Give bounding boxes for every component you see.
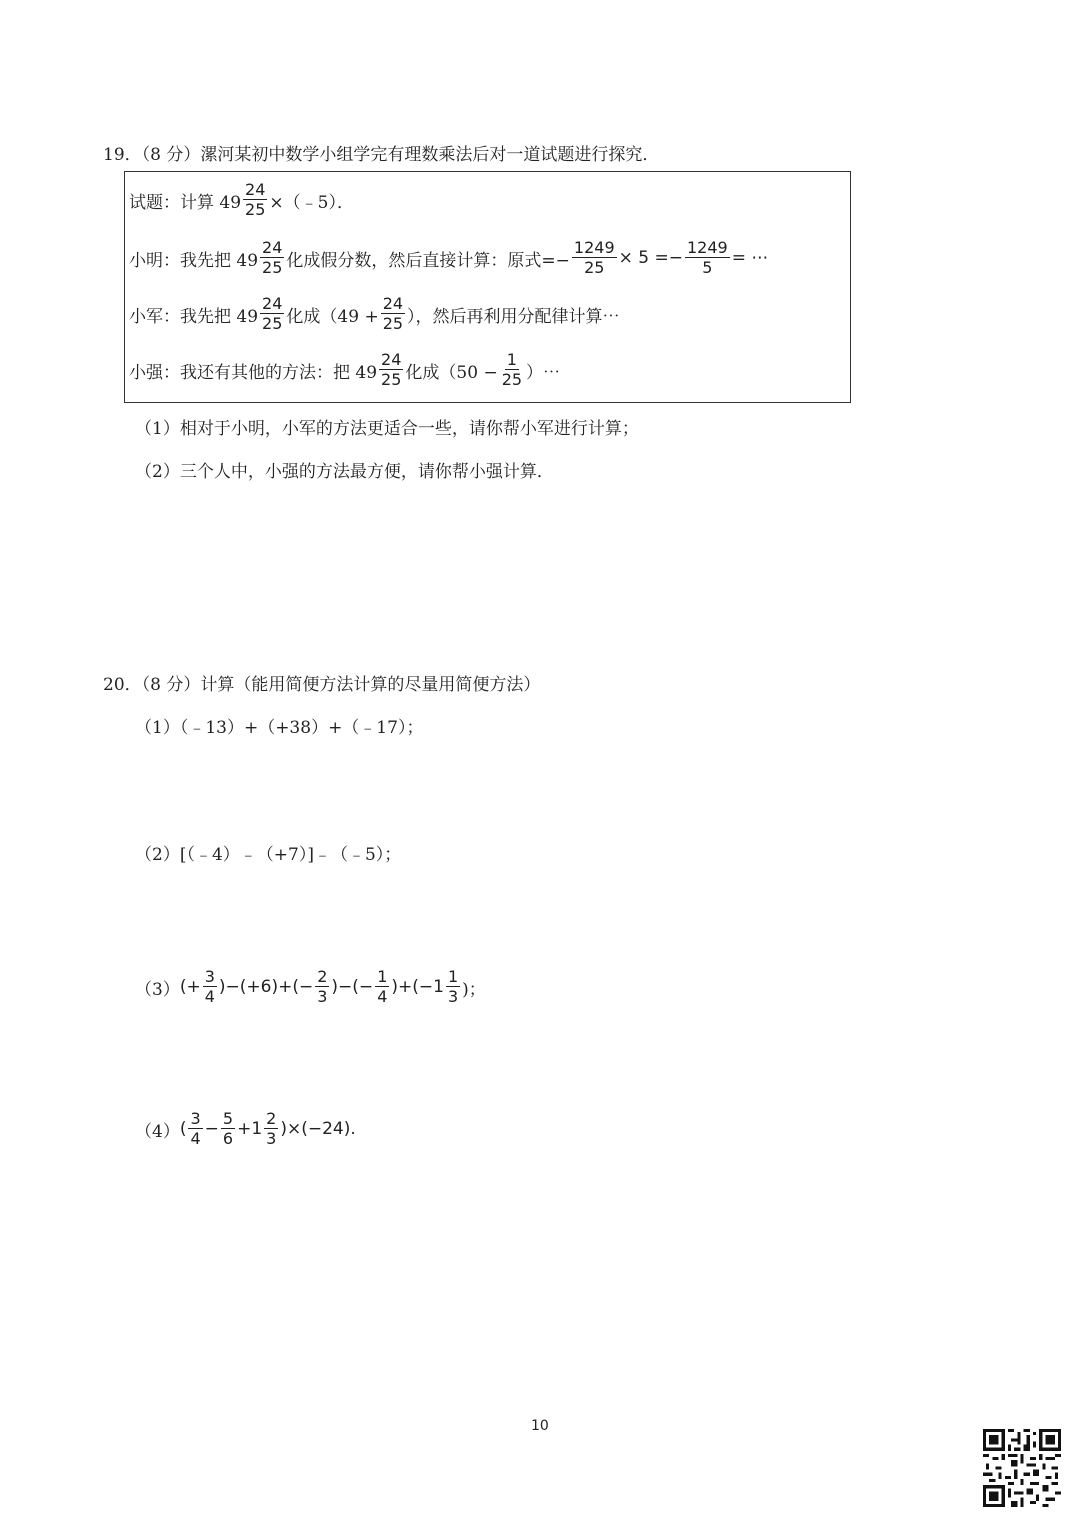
q19-part2: （2）三个人中，小强的方法最方便，请你帮小强计算． <box>135 462 554 482</box>
xiaoming-end: = ⋯ <box>731 248 769 268</box>
q19-part1: （1）相对于小明，小军的方法更适合一些，请你帮小军进行计算； <box>135 419 639 439</box>
expr-text: )； <box>462 979 486 1000</box>
part-label: （3） <box>135 979 180 1000</box>
expr-text: − <box>204 1119 219 1139</box>
xiaojun-prefix: 小军：我先把 49 <box>129 306 259 327</box>
xiaoming-mid2: × 5 =− <box>618 248 683 268</box>
trial-box <box>124 171 851 403</box>
expr-text: )−(− <box>331 977 374 997</box>
xiaoqiang-mid: 化成（50 − <box>405 362 498 383</box>
trial-prefix: 试题：计算 49 <box>129 192 242 213</box>
expr-text: )−(+6)+(− <box>218 977 314 997</box>
expr-text: )+(−1 <box>391 977 444 997</box>
fraction: $\frac{24}{25}$ <box>245 180 266 219</box>
xiaojun-mid: 化成（49 + <box>286 306 379 327</box>
part-label: （4） <box>135 1121 180 1142</box>
xiaojun-line <box>129 296 620 332</box>
expr-text: )×(−24). <box>280 1119 356 1139</box>
trial-suffix: ×（﹣5）． <box>269 192 354 213</box>
q20-header: 20．（8 分）计算（能用简便方法计算的尽量用简便方法） <box>103 675 541 695</box>
xiaoming-mid: 化成假分数，然后直接计算：原式=− <box>286 250 570 271</box>
fraction: $\frac{24}{25}$ <box>381 350 402 389</box>
fraction: $\frac{1249}{25}$ <box>573 238 615 277</box>
q20-part1: （1）（﹣13）+（+38）+（﹣17）； <box>135 718 424 738</box>
xiaoqiang-end: ）⋯ <box>526 362 561 383</box>
xiaoqiang-prefix: 小强：我还有其他的方法：把 49 <box>129 362 378 383</box>
q20-part2: （2）[（﹣4）﹣（+7）]﹣（﹣5）； <box>135 845 402 865</box>
fraction: $\frac{2}{3}$ <box>317 967 328 1006</box>
fraction: $\frac{3}{4}$ <box>190 1109 201 1148</box>
q20-part3 <box>135 962 486 1012</box>
fraction: $\frac{3}{4}$ <box>204 967 215 1006</box>
trial-line <box>129 182 354 218</box>
q20-part4 <box>135 1104 356 1154</box>
qr-code-icon <box>983 1429 1061 1507</box>
xiaojun-end: ），然后再利用分配律计算⋯ <box>407 306 620 327</box>
fraction: $\frac{2}{3}$ <box>266 1109 277 1148</box>
xiaoqiang-line <box>129 352 560 388</box>
expr-text: ( <box>179 1119 187 1139</box>
fraction: $\frac{24}{25}$ <box>262 294 283 333</box>
fraction: $\frac{24}{25}$ <box>382 294 404 333</box>
xiaoming-line <box>129 240 768 276</box>
fraction: $\frac{1}{25}$ <box>501 350 523 389</box>
fraction: $\frac{1}{4}$ <box>377 967 388 1006</box>
xiaoming-prefix: 小明：我先把 49 <box>129 250 259 271</box>
q19-header: 19．（8 分）漯河某初中数学小组学完有理数乘法后对一道试题进行探究． <box>103 145 660 165</box>
fraction: $\frac{1249}{5}$ <box>686 238 728 277</box>
fraction: $\frac{5}{6}$ <box>222 1109 234 1148</box>
fraction: $\frac{1}{3}$ <box>447 967 459 1006</box>
page-number: 10 <box>531 1418 549 1434</box>
fraction: $\frac{24}{25}$ <box>262 238 283 277</box>
expr-text: +1 <box>237 1119 263 1139</box>
expr-text: (+ <box>179 977 201 997</box>
